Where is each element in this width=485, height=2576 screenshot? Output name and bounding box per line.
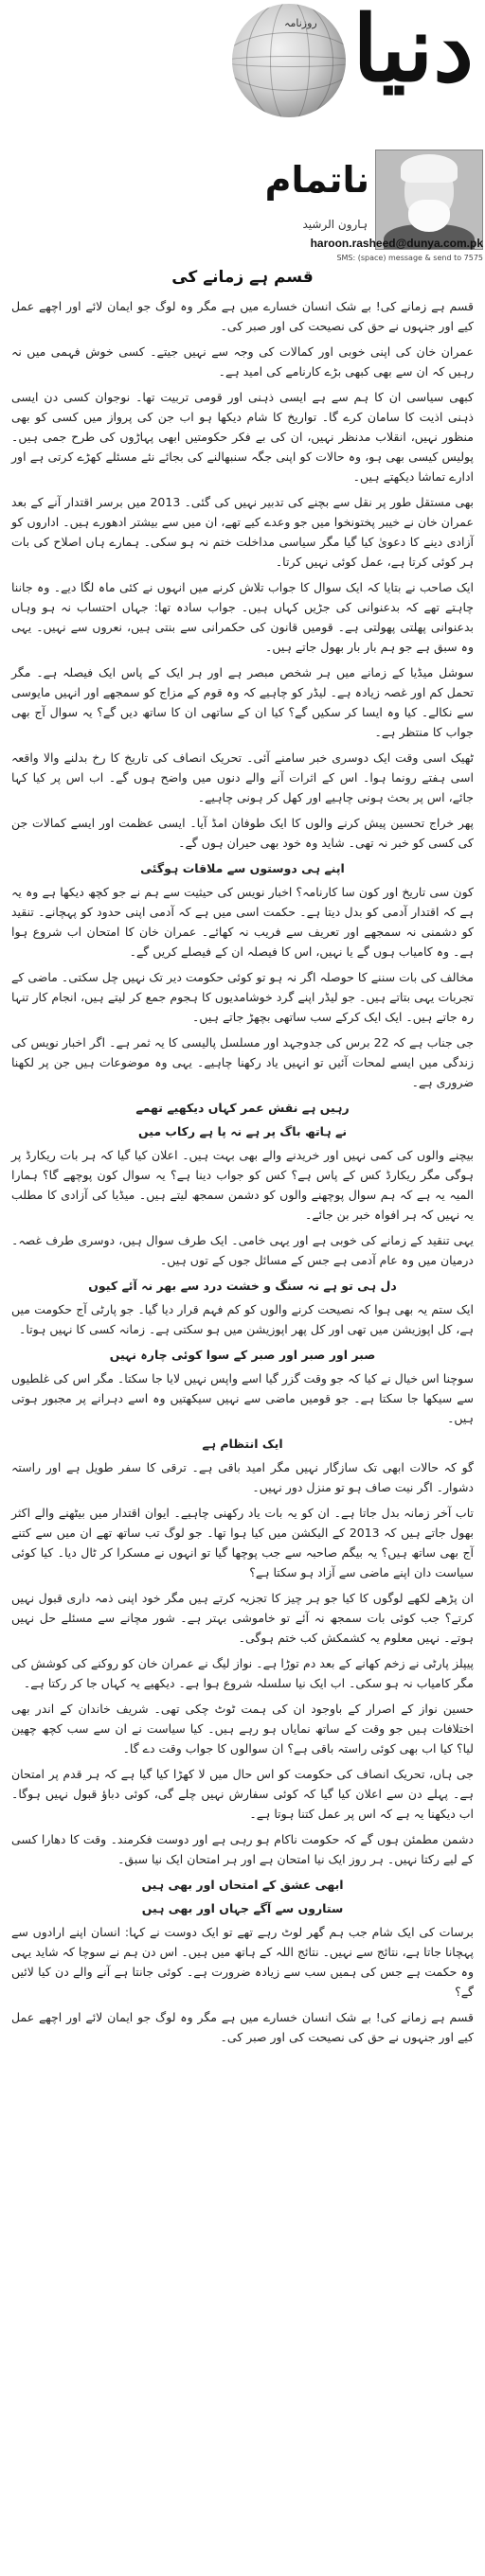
brand-logo: [284, 0, 483, 123]
article-paragraph: کبھی سیاسی ان کا ہم سے ہے ایسی ذہنی اور قومی تربیت تھا۔ نوجوان کسی دن ایسی ذہنی اذیت کا سامان کرے گا۔ تواریخ کا شام دیکھا ہو اب جن کی پرواز میں کسی کو بھی منظور نہیں، انقلاب مدنظر نہیں، ان کی بے فکر حکومتیں ابھی پہاڑوں کی طرح جمی ہیں۔ پولیس کیسی بھی ہو، وہ حالات کو اپنی جگہ سنبھالنے کی بجائے نئے مسئلے کھڑے کرتی ہے اور ادارے تماشا دیکھتے ہیں۔: [11, 390, 474, 484]
article-paragraph: ان پڑھے لکھے لوگوں کا کیا جو ہر چیز کا تجزیہ کرتے ہیں مگر خود اپنی ذمہ داری قبول نہیں کرتے؟ جب کوئی بات سمجھ نہ آئے تو خاموشی بہتر ہے۔ شور مچانے سے مسئلے حل نہیں ہوتے۔ نہیں معلوم یہ کشمکش کب ختم ہوگی۔: [11, 1591, 474, 1645]
verse-line: اپنے ہی دوستوں سے ملاقات ہوگئی: [140, 861, 345, 875]
article-paragraph: قسم ہے زمانے کی! بے شک انسان خسارے میں ہے مگر وہ لوگ جو ایمان لائے اور اچھے عمل کیے اور جنہوں نے حق کی نصیحت کی اور صبر کی۔: [11, 2010, 474, 2044]
article-paragraph: پیپلز پارٹی نے زخم کھانے کے بعد دم توڑا ہے۔ نواز لیگ نے عمران خان کو روکنے کی کوشش کی مگر کامیاب نہ ہو سکی۔ اب ایک نیا سلسلہ شروع ہوا ہے۔ دیکھیے یہ کہاں جا کر رکتا ہے۔: [11, 1656, 474, 1690]
verse-line: صبر اور صبر اور صبر کے سوا کوئی چارہ نہیں: [109, 1348, 376, 1362]
brand-tagline: روزنامہ: [284, 17, 317, 29]
article-paragraph: بیچنے والوں کی کمی نہیں اور خریدنے والے بھی بہت ہیں۔ اعلان کیا گیا کہ ہر بات ریکارڈ پر ہوگی مگر ریکارڈ کس کے پاس ہے؟ کس کو جواب دینا ہے؟ یہ سوال کون پوچھے گا؟ ہمارا المیہ یہ ہے کہ ہم سوال پوچھنے والوں کو دشمن سمجھ لیتے ہیں۔ میڈیا کی آزادی کا مطلب یہ نہیں کہ ہر افواہ خبر بن جائے۔: [11, 1148, 474, 1222]
author-photo: [375, 150, 483, 250]
article-paragraph: جی جناب ہے کہ 22 برس کی جدوجہد اور مسلسل پالیسی کا یہ ثمر ہے۔ اگر اخبار نویس کی زندگی میں ایسے لمحات آئیں تو انہیں یاد رکھنا چاہیے۔ یہی وہ موضوعات ہیں جن پر لکھنا ضروری ہے۔: [11, 1035, 474, 1089]
article-paragraph: قسم ہے زمانے کی! بے شک انسان خسارے میں ہے مگر وہ لوگ جو ایمان لائے اور اچھے عمل کیے اور جنہوں نے حق کی نصیحت کی اور صبر کی۔: [11, 299, 474, 333]
article-paragraph: گو کہ حالات ابھی تک سازگار نہیں مگر امید باقی ہے۔ ترقی کا سفر طویل ہے اور راستہ دشوار۔ اگر نیت صاف ہو تو منزل دور نہیں۔: [11, 1460, 474, 1494]
author-email[interactable]: haroon.rasheed@dunya.com.pk: [310, 237, 483, 250]
article: [11, 267, 474, 2053]
verse-line: ایک انتظام ہے: [202, 1437, 283, 1451]
verse-line: نے ہاتھ باگ پر ہے نہ پا ہے رکاب میں: [137, 1124, 348, 1138]
article-paragraph: مخالف کی بات سننے کا حوصلہ اگر نہ ہو تو کوئی حکومت دیر تک نہیں چل سکتی۔ ماضی کے تجربات یہی بتاتے ہیں۔ جو لیڈر اپنے گرد خوشامدیوں کا ہجوم جمع کر لیتے ہیں، انجام کار تنہا رہ جاتے ہیں۔ ایک ایک کرکے سب ساتھی بچھڑ جاتے ہیں۔: [11, 970, 474, 1024]
column-name: ناتمام: [264, 159, 369, 201]
author-name: ہارون الرشید: [302, 218, 368, 231]
columnist-box: [189, 150, 483, 262]
article-paragraph: پھر خراج تحسین پیش کرنے والوں کا ایک طوفان امڈ آیا۔ ایسی عظمت اور ایسے کمالات جن کی کسی کو خبر نہ تھی۔ شاید وہ خود بھی حیران ہوں گے۔: [11, 816, 474, 850]
verse-line: ستاروں سے آگے جہاں اور بھی ہیں: [141, 1901, 344, 1915]
verse-line: ابھی عشق کے امتحاں اور بھی ہیں: [141, 1878, 344, 1892]
verse-line: رہیں ہے نقش عمر کہاں دیکھیے تھمے: [135, 1101, 350, 1115]
article-paragraph: عمران خان کی اپنی خوبی اور کمالات کی وجہ سے نہیں جیتے۔ کسی خوش فہمی میں نہ رہیں کہ ان سے بھی کبھی بڑے کارنامے کی امید ہے۔: [11, 344, 474, 379]
article-paragraph: ٹھیک اسی وقت ایک دوسری خبر سامنے آئی۔ تحریک انصاف کی تاریخ کا رخ بدلنے والا واقعہ اسی ہفتے رونما ہوا۔ اس کے اثرات آنے والے دنوں میں واضح ہوں گے۔ اب اس پر کیا کہا جائے، اس پر بحث ہونی چاہیے اور کھل کر ہونی چاہیے۔: [11, 750, 474, 804]
brand-wordmark: دنیا: [352, 0, 474, 102]
article-title: قسم ہے زمانے کی: [171, 268, 314, 287]
article-paragraph: کون سی تاریخ اور کون سا کارنامہ؟ اخبار نویس کی حیثیت سے ہم نے جو کچھ دیکھا ہے وہ یہ ہے کہ اقتدار آدمی کو بدل دیتا ہے۔ حکمت اسی میں ہے کہ آدمی اپنی حدود کو پہچانے۔ تنقید کو دشمنی نہ سمجھے اور تعریف سے فریب نہ کھائے۔ عمران خان کا امتحان اب شروع ہوا ہے۔ وہ کامیاب ہوں گے یا نہیں، اس کا فیصلہ ان کے فیصلے کریں گے۔: [11, 885, 474, 959]
article-paragraph: دشمن مطمئن ہوں گے کہ حکومت ناکام ہو رہی ہے اور دوست فکرمند۔ وقت کا دھارا کسی کے لیے رکتا نہیں۔ ہر روز ایک نیا امتحان ہے اور ہر امتحان ایک نیا سبق۔: [11, 1832, 474, 1866]
article-paragraph: جی ہاں، تحریک انصاف کی حکومت کو اس حال میں لا کھڑا کیا گیا ہے کہ ہر قدم پر امتحان ہے۔ پہلے دن سے اعلان کیا گیا کہ کوئی سفارش نہیں چلے گی، کوئی دباؤ قبول نہیں ہوگا۔ اب دیکھنا یہ ہے کہ اس پر عمل کتنا ہوتا ہے۔: [11, 1767, 474, 1821]
article-paragraph: ایک صاحب نے بتایا کہ ایک سوال کا جواب تلاش کرنے میں انہوں نے کئی ماہ لگا دیے۔ وہ جاننا چاہتے تھے کہ بدعنوانی کی جڑیں کہاں ہیں۔ جواب سادہ تھا: جہاں احتساب نہ ہو وہاں بدعنوانی پھلتی پھولتی ہے۔ قومیں قانون کی حکمرانی سے بنتی ہیں، نعروں سے نہیں۔ یہی وہ سبق ہے جو ہم بار بار بھول جاتے ہیں۔: [11, 580, 474, 654]
sms-info: SMS: (space) message & send to 7575: [336, 254, 483, 262]
verse-line: دل ہی تو ہے نہ سنگ و خشت درد سے بھر نہ آئے کیوں: [88, 1279, 397, 1293]
article-paragraph: سوچنا اس خیال نے کیا کہ جو وقت گزر گیا اسے واپس نہیں لایا جا سکتا۔ مگر اس کی غلطیوں سے سیکھا جا سکتا ہے۔ جو قومیں ماضی سے نہیں سیکھتیں وہ اسے دہرانے پر مجبور ہوتی ہیں۔: [11, 1371, 474, 1425]
article-body: [11, 296, 474, 2047]
article-paragraph: ایک ستم یہ بھی ہوا کہ نصیحت کرنے والوں کو کم فہم قرار دیا گیا۔ جو پارٹی آج حکومت میں ہے، کل اپوزیشن میں تھی اور کل پھر اپوزیشن میں ہو سکتی ہے۔ زمانہ کسی کا نہیں ہوتا۔: [11, 1302, 474, 1336]
article-paragraph: برسات کی ایک شام جب ہم گھر لوٹ رہے تھے تو ایک دوست نے کہا: انسان اپنے ارادوں سے پہچانا جاتا ہے، نتائج سے نہیں۔ نتائج اللہ کے ہاتھ میں ہیں۔ اس دن ہم نے سوچا کہ شاید یہی وہ حکمت ہے جس کی ہمیں سب سے زیادہ ضرورت ہے۔ کوئی جانتا ہے آنے والے دن کیا لائیں گے؟: [11, 1925, 474, 1999]
article-paragraph: تاب آخر زمانہ بدل جاتا ہے۔ ان کو یہ بات یاد رکھنی چاہیے۔ ایوان اقتدار میں بیٹھنے والے اکثر بھول جاتے ہیں کہ 2013 کے الیکشن میں کیا ہوا تھا۔ جو لوگ تب ساتھ تھے ان میں سے کتنے آج بھی ساتھ ہیں؟ یہ بیگم صاحبہ سے جب پوچھا گیا تو انہوں نے مسکرا کر ٹال دیا۔ کیا کوئی سیاست دان اپنے ماضی سے آزاد ہو سکتا ہے؟: [11, 1506, 475, 1579]
article-paragraph: سوشل میڈیا کے زمانے میں ہر شخص مبصر ہے اور ہر ایک کے پاس ایک فیصلہ ہے۔ مگر تحمل کم اور غصہ زیادہ ہے۔ لیڈر کو چاہیے کہ وہ قوم کے مزاج کو سمجھے اور انہیں مایوسی سے نکالے۔ کیا وہ ایسا کر سکیں گے؟ کیا ان کے ساتھی ان کا ساتھ دیں گے؟ یہ سوال آج بھی جواب کا منتظر ہے۔: [11, 665, 474, 739]
masthead: [0, 0, 485, 142]
article-paragraph: حسین نواز کے اصرار کے باوجود ان کی ہمت ٹوٹ چکی تھی۔ شریف خاندان کے اندر بھی اختلافات ہیں جو وقت کے ساتھ نمایاں ہو رہے ہیں۔ کیا سیاست نے ان سے سب کچھ چھین لیا؟ کیا اب بھی کوئی راستہ باقی ہے؟ ان سوالوں کا جواب وقت دے گا۔: [11, 1702, 474, 1756]
article-paragraph: یہی تنقید کے زمانے کی خوبی ہے اور یہی خامی۔ ایک طرف سوال ہیں، دوسری طرف غصہ۔ درمیان میں وہ عام آدمی ہے جس کے مسائل جوں کے توں ہیں۔: [11, 1233, 474, 1267]
article-paragraph: بھی مستقل طور پر نقل سے بچنے کی تدبیر نہیں کی گئی۔ 2013 میں برسر اقتدار آنے کے بعد عمران خان نے خیبر پختونخوا میں جو وعدے کیے تھے، ان میں سے بیشتر ادھورے ہیں۔ اداروں کو آزادی دینے کا دعویٰ کیا گیا مگر سیاسی مداخلت ختم نہ ہو سکی۔ ہمارے ہاں اصلاح کی بات ہر کوئی کرتا ہے، عمل کوئی نہیں کرتا۔: [11, 495, 475, 569]
